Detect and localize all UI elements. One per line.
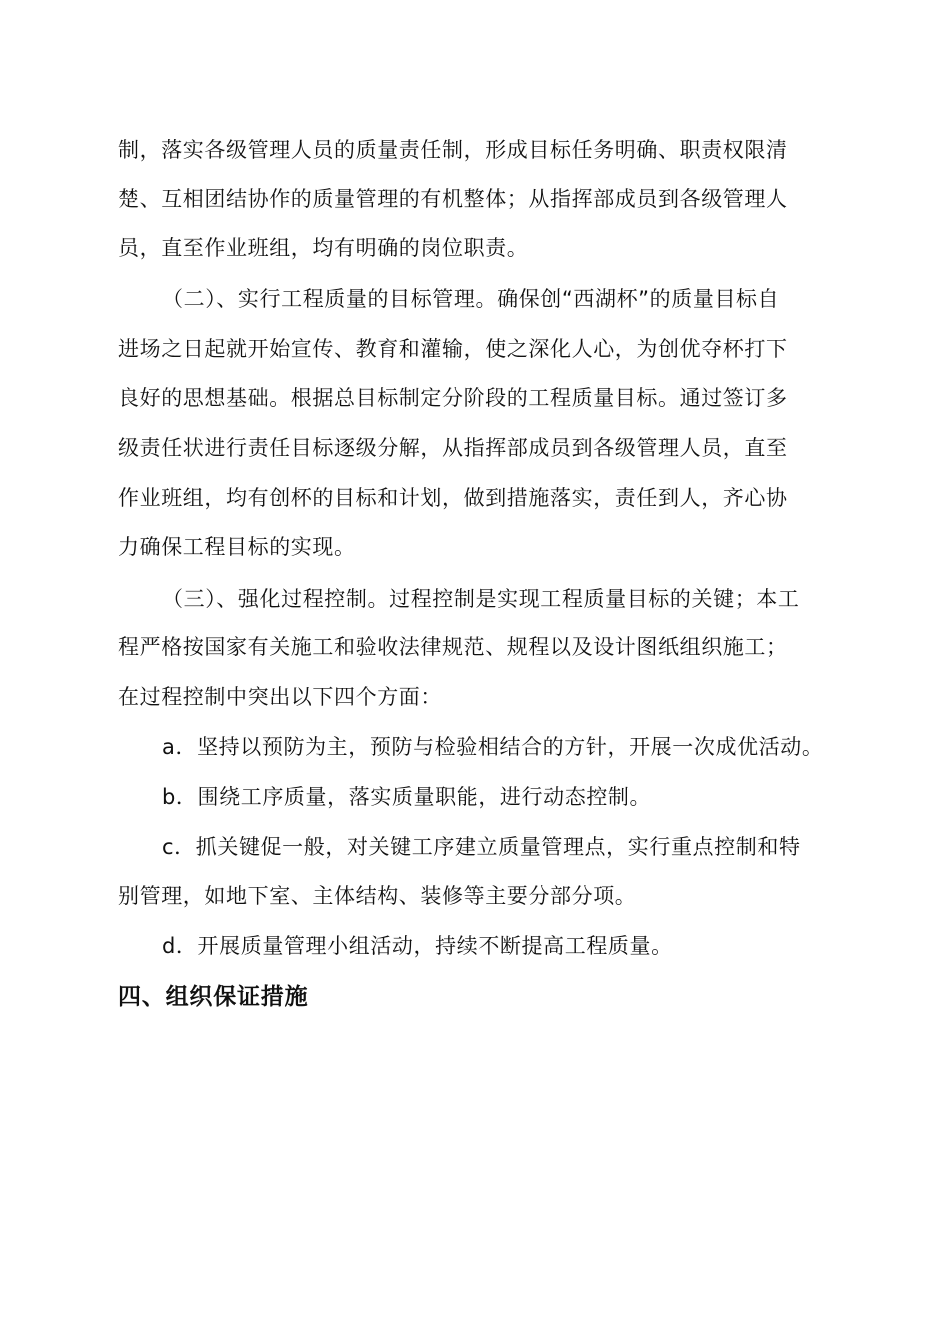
text-line: 力确保工程目标的实现。: [118, 535, 356, 559]
text-line: （三）、强化过程控制。过程控制是实现工程质量目标的关键；本工: [162, 587, 800, 611]
text-line: （二）、实行工程质量的目标管理。确保创“西湖杯”的质量目标自: [162, 287, 780, 311]
text-line: 级责任状进行责任目标逐级分解，从指挥部成员到各级管理人员，直至: [118, 436, 788, 460]
text-line: 别管理，如地下室、主体结构、装修等主要分部分项。: [118, 884, 637, 908]
text-line: 制，落实各级管理人员的质量责任制，形成目标任务明确、职责权限清: [118, 138, 788, 162]
text-line: 作业班组，均有创杯的目标和计划，做到措施落实，责任到人，齐心协: [118, 486, 788, 510]
section-heading: 四、组织保证措施: [118, 984, 309, 1010]
text-line: 在过程控制中突出以下四个方面：: [118, 685, 442, 709]
text-line: 程严格按国家有关施工和验收法律规范、规程以及设计图纸组织施工；: [118, 635, 788, 659]
text-line: 员，直至作业班组，均有明确的岗位职责。: [118, 236, 529, 260]
text-line: 进场之日起就开始宣传、教育和灌输，使之深化人心，为创优夺杯打下: [118, 337, 788, 361]
text-line: d．开展质量管理小组活动，持续不断提高工程质量。: [162, 934, 673, 958]
text-line: a．坚持以预防为主，预防与检验相结合的方针，开展一次成优活动。: [162, 735, 824, 759]
text-line: c．抓关键促一般，对关键工序建立质量管理点，实行重点控制和特: [162, 835, 801, 859]
text-line: 良好的思想基础。根据总目标制定分阶段的工程质量目标。通过签订多: [118, 386, 788, 410]
text-line: 楚、互相团结协作的质量管理的有机整体；从指挥部成员到各级管理人: [118, 187, 788, 211]
text-line: b．围绕工序质量，落实质量职能，进行动态控制。: [162, 785, 652, 809]
